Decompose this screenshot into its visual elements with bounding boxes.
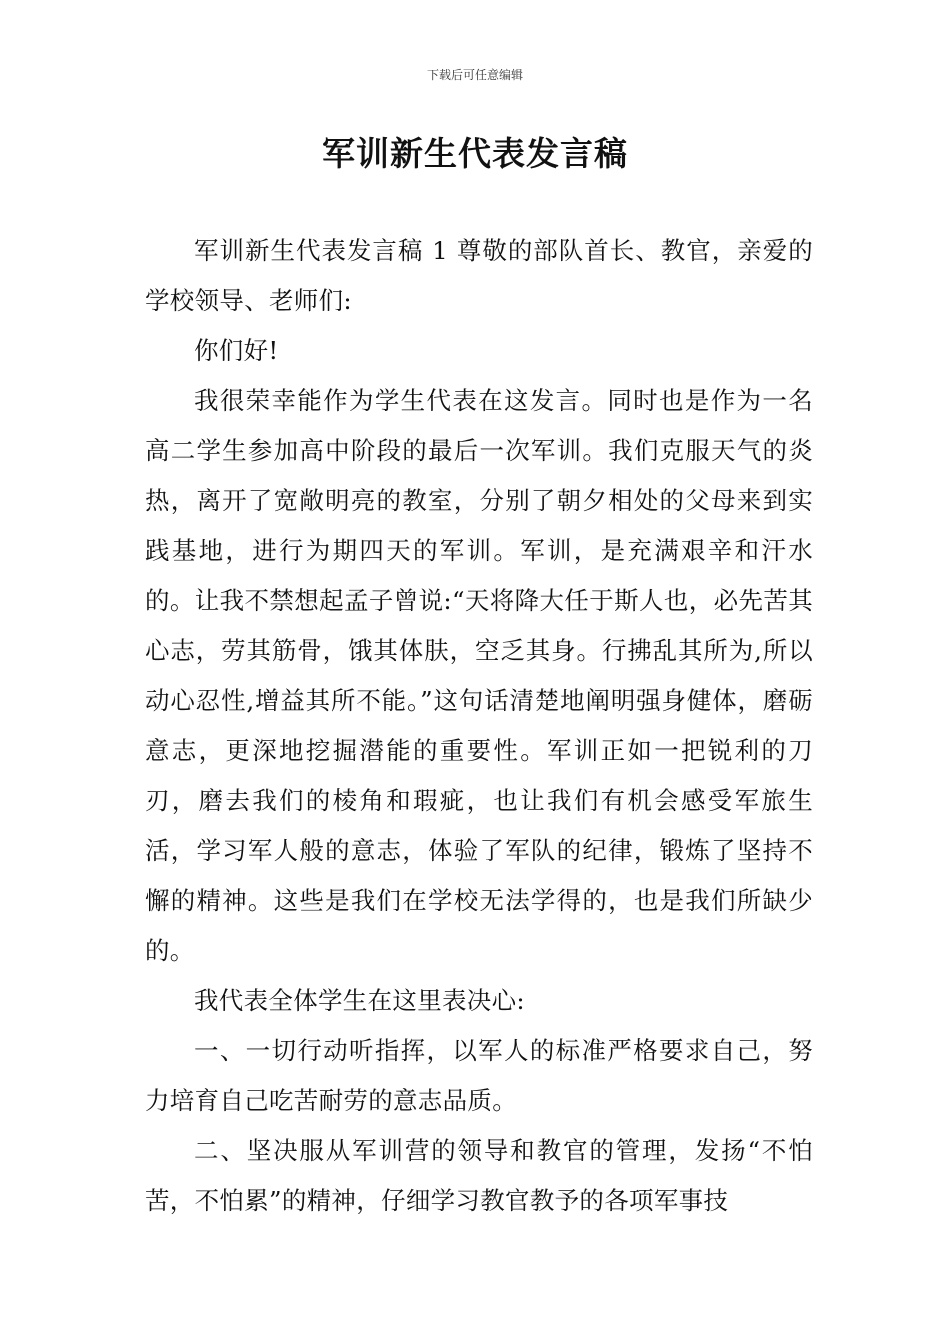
paragraph-greeting: 军训新生代表发言稿 1 尊敬的部队首长、教官，亲爱的学校领导、老师们: bbox=[145, 236, 813, 315]
paragraph-point-two: 二、坚决服从军训营的领导和教官的管理，发扬“不怕苦，不怕累”的精神，仔细学习教官教予的各项军事技 bbox=[145, 1136, 813, 1215]
paragraph-main: 我很荣幸能作为学生代表在这发言。同时也是作为一名高二学生参加高中阶段的最后一次军训。我们克服天气的炎热，离开了宽敞明亮的教室，分别了朝夕相处的父母来到实践基地，进行为期四天的军训。军训，是充满艰辛和汗水的。让我不禁想起孟子曾说:“天将降大任于斯人也，必先苦其心志，劳其筋骨，饿其体肤，空乏其身。行拂乱其所为,所以动心忍性,增益其所不能。”这句话清楚地阐明强身健体，磨砺意志，更深地挖掘潜能的重要性。军训正如一把锐利的刀刃，磨去我们的棱角和瑕疵，也让我们有机会感受军旅生活，学习军人般的意志，体验了军队的纪律，锻炼了坚持不懈的精神。这些是我们在学校无法学得的，也是我们所缺少的。 bbox=[145, 386, 813, 965]
paragraph-point-one: 一、一切行动听指挥，以军人的标准严格要求自己，努力培育自己吃苦耐劳的意志品质。 bbox=[145, 1036, 813, 1115]
document-title: 军训新生代表发言稿 bbox=[322, 134, 628, 173]
header-note: 下载后可任意编辑 bbox=[426, 68, 523, 82]
paragraph-resolve: 我代表全体学生在这里表决心: bbox=[194, 986, 525, 1015]
paragraph-hello: 你们好! bbox=[194, 336, 279, 365]
document-body bbox=[145, 226, 813, 1226]
